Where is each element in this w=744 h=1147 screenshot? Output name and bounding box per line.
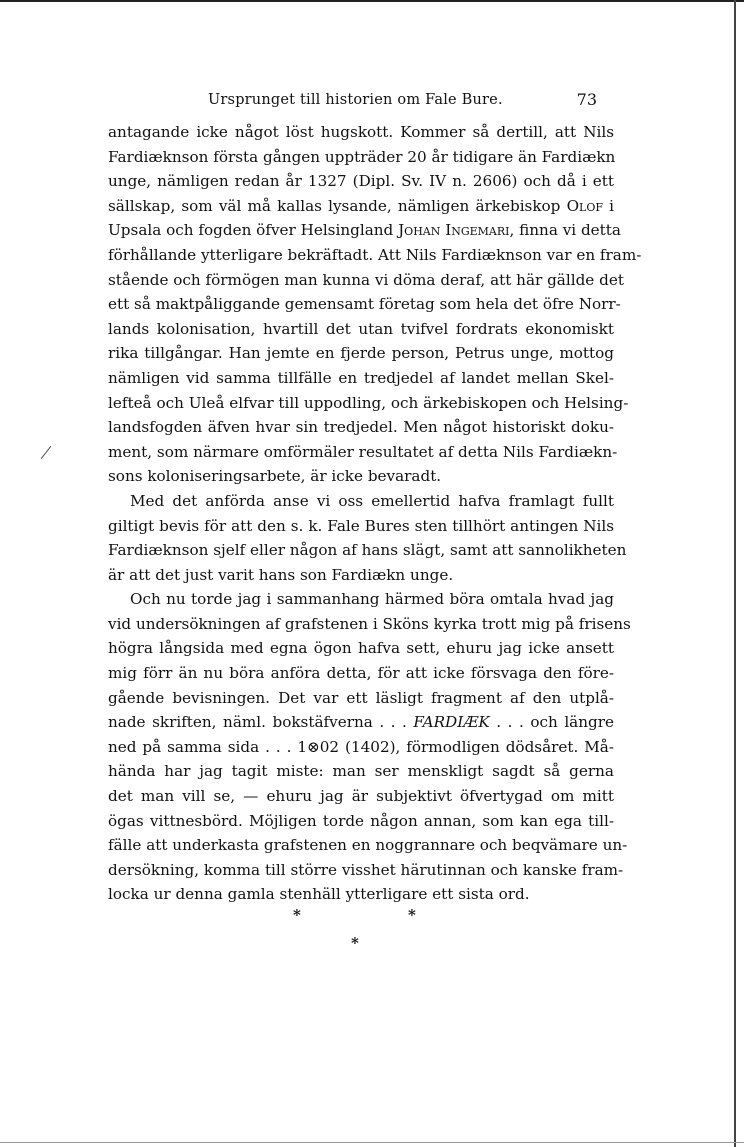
text-line: ett så maktpåliggande gemensamt företag som hela det öfre Norr- — [108, 295, 621, 314]
text-line: stående och förmögen man kunna vi döma deraf, att här gällde det — [108, 270, 624, 289]
person-name-olof: Olof — [566, 196, 603, 215]
text-line: fälle att underkasta grafstenen en noggrannare och beqvämare un- — [108, 836, 628, 855]
text-line: lands kolonisation, hvartill det utan tvifvel fordrats ekonomiskt — [108, 319, 614, 338]
text-line: antagande icke något löst hugskott. Kommer så dertill, att Nils — [108, 123, 614, 141]
text-line: ögas vittnesbörd. Möjligen torde någon annan, som kan ega till- — [108, 811, 614, 830]
text-line: ned på samma sida . . . 1⊗02 (1402), förmodligen dödsåret. Må- — [108, 737, 614, 756]
text-line: är att det just varit hans son Fardiækn unge. — [108, 565, 454, 584]
text-line: Med det anförda anse vi oss emellertid hafva framlagt fullt — [130, 491, 614, 510]
text-line: vid undersökningen af grafstenen i Sköns kyrka trott mig på frisens — [108, 614, 631, 633]
asterisk: * — [408, 906, 416, 924]
text-line — [108, 194, 614, 219]
margin-pencil-mark — [41, 446, 52, 459]
asterisk: * — [293, 906, 301, 924]
text-line: dersökning, komma till större visshet härutinnan och kanske fram- — [108, 860, 624, 879]
text-segment: sällskap, som väl må kallas lysande, nämligen ärkebiskop — [108, 196, 567, 215]
text-line: förhållande ytterligare bekräftadt. Att Nils Fardiæknson var en fram- — [108, 245, 642, 264]
person-name-johan-ingemari: Johan Ingemari — [398, 221, 510, 240]
text-segment: , finna vi detta — [509, 221, 621, 240]
text-segment: nade skriften, näml. bokstäfverna . . . — [108, 713, 414, 732]
asterisk: * — [351, 934, 359, 952]
text-line: giltigt bevis för att den s. k. Fale Bures sten tillhört antingen Nils — [108, 516, 614, 535]
page-edge-right — [734, 0, 736, 1147]
text-segment: i — [602, 196, 615, 215]
inscription-fragment: FARDIÆK — [413, 713, 490, 732]
text-line: det man vill se, — ehuru jag är subjektivt öfvertygad om mitt — [108, 787, 614, 806]
text-line: hända har jag tagit miste: man ser menskligt sagdt så gerna — [108, 762, 614, 781]
text-segment: . . . och längre — [489, 713, 614, 732]
page-edge-top — [0, 0, 744, 2]
text-line — [108, 710, 614, 735]
text-line: landsfogden äfven hvar sin tredjedel. Men något historiskt doku- — [108, 418, 614, 437]
text-line: unge, nämligen redan år 1327 (Dipl. Sv. IV n. 2606) och då i ett — [108, 172, 614, 191]
text-line: gående bevisningen. Det var ett läsligt fragment af den utplå- — [108, 688, 614, 707]
text-line: Fardiæknson första gången uppträder 20 år tidigare än Fardiækn — [108, 147, 616, 166]
text-line: locka ur denna gamla stenhäll ytterligare ett sista ord. — [108, 885, 530, 904]
text-line: ment, som närmare omförmäler resultatet af detta Nils Fardiækn- — [108, 442, 618, 461]
text-line: nämligen vid samma tillfälle en tredjedel af landet mellan Skel- — [108, 368, 614, 387]
running-title: Ursprunget till historien om Fale Bure. — [208, 92, 503, 108]
text-segment: Upsala och fogden öfver Helsingland — [108, 221, 399, 240]
text-line: lefteå och Uleå elfvar till uppodling, och ärkebiskopen och Helsing- — [108, 393, 629, 412]
text-line: mig förr än nu böra anföra detta, för att icke försvaga den före- — [108, 664, 614, 683]
page-edge-bottom — [0, 1142, 744, 1143]
page-header — [112, 92, 600, 112]
page-number: 73 — [576, 90, 597, 109]
text-line: rika tillgångar. Han jemte en fjerde person, Petrus unge, mottog — [108, 344, 614, 363]
body-text — [108, 120, 642, 907]
text-line — [108, 218, 621, 243]
text-line: högra långsida med egna ögon hafva sett, ehuru jag icke ansett — [108, 639, 614, 658]
text-line: sons koloniseringsarbete, är icke bevaradt. — [108, 467, 442, 486]
text-line: Och nu torde jag i sammanhang härmed böra omtala hvad jag — [130, 590, 614, 609]
text-line: Fardiæknson sjelf eller någon af hans slägt, samt att sannolikheten — [108, 541, 627, 560]
